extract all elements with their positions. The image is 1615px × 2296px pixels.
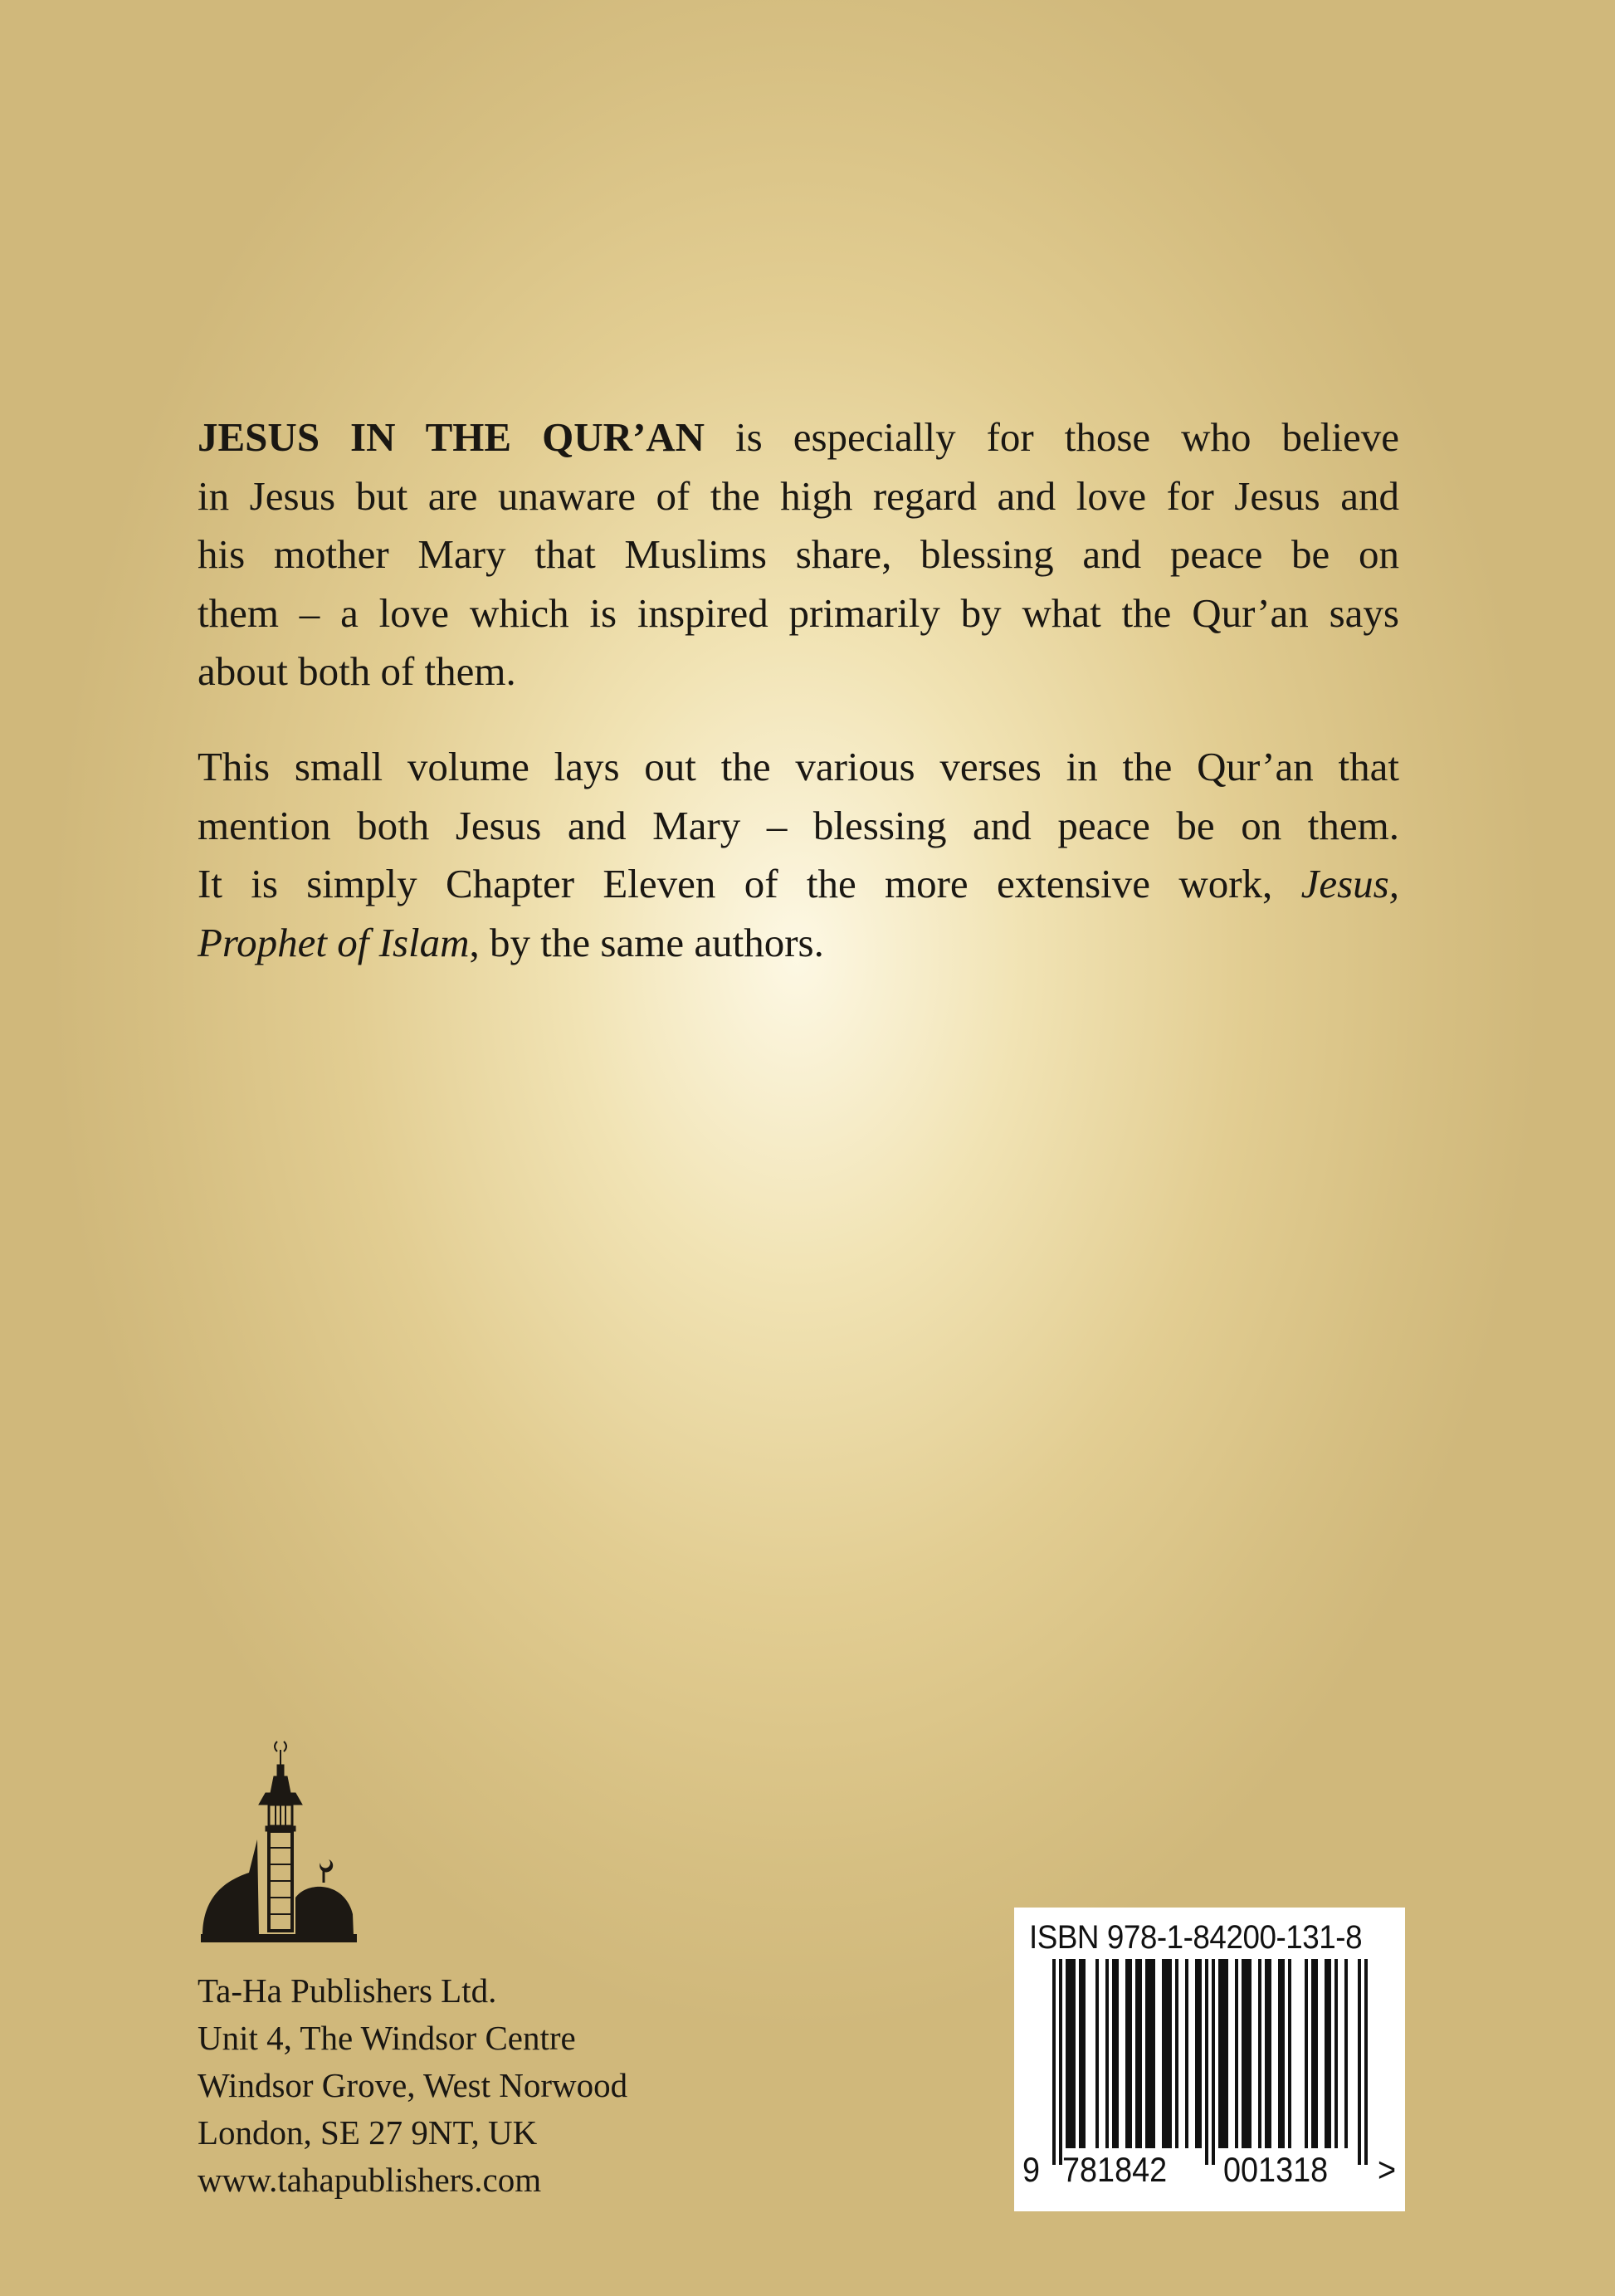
blurb-line: Prophet of Islam, by the same authors.: [198, 919, 824, 965]
barcode-bar: [1315, 1959, 1318, 2148]
barcode-bar: [1212, 1959, 1215, 2165]
barcode-digits-left: 781842: [1062, 2150, 1168, 2189]
barcode-bar: [1265, 1959, 1268, 2148]
barcode-bar: [1205, 1959, 1208, 2165]
barcode-bar: [1245, 1959, 1248, 2148]
barcode-bar: [1281, 1959, 1285, 2148]
barcode-bar: [1364, 1959, 1368, 2165]
blurb-paragraph-2: [198, 738, 1399, 972]
barcode-bar: [1218, 1959, 1222, 2148]
barcode-bar: [1195, 1959, 1198, 2148]
blurb-line: This small volume lays out the various verses in the Qur’an that: [198, 744, 1399, 789]
barcode-bar: [1145, 1959, 1149, 2148]
barcode-quiet-zone-mark: >: [1378, 2150, 1397, 2189]
barcode-digits-right: 001318: [1223, 2150, 1329, 2189]
barcode-bar: [1278, 1959, 1281, 2148]
barcode-digit-first: 9: [1022, 2150, 1041, 2189]
barcode-bar: [1135, 1959, 1139, 2148]
blurb-line: It is simply Chapter Eleven of the more extensive work, Jesus,: [198, 861, 1399, 906]
barcode-bar: [1344, 1959, 1348, 2148]
barcode-bar: [1242, 1959, 1245, 2148]
publisher-name: Ta-Ha Publishers Ltd.: [198, 1971, 497, 2010]
barcode-bar: [1198, 1959, 1202, 2148]
barcode-bar: [1248, 1959, 1252, 2148]
barcode-bar: [1082, 1959, 1086, 2148]
barcode-bar: [1115, 1959, 1119, 2148]
barcode-bars: [1032, 1959, 1389, 2167]
barcode-bar: [1258, 1959, 1261, 2148]
barcode-bar: [1139, 1959, 1142, 2148]
barcode-bar: [1334, 1959, 1338, 2148]
barcode-bar: [1162, 1959, 1165, 2148]
barcode-bar: [1105, 1959, 1109, 2148]
blurb-line: mention both Jesus and Mary – blessing and peace be on them.: [198, 802, 1399, 848]
barcode-bar: [1112, 1959, 1115, 2148]
barcode-bar: [1072, 1959, 1076, 2148]
barcode-bar: [1165, 1959, 1169, 2148]
barcode-bar: [1149, 1959, 1152, 2148]
barcode-bar: [1268, 1959, 1271, 2148]
barcode-bar: [1129, 1959, 1132, 2148]
isbn-label: ISBN 978-1-84200-131-8: [1029, 1919, 1363, 1956]
barcode-bar: [1311, 1959, 1315, 2148]
barcode-bar: [1169, 1959, 1172, 2148]
barcode-bar: [1288, 1959, 1291, 2148]
publisher-logo-icon: [199, 1740, 359, 1949]
blurb-line: his mother Mary that Muslims share, blessing and peace be on: [198, 531, 1399, 577]
barcode-bar: [1052, 1959, 1056, 2165]
book-title: JESUS IN THE QUR’AN: [198, 414, 705, 460]
barcode-bar: [1059, 1959, 1062, 2165]
blurb-paragraph-1: [198, 408, 1399, 701]
blurb-line: about both of them.: [198, 648, 516, 694]
blurb-line: in Jesus but are unaware of the high regard and love for Jesus and: [198, 472, 1399, 519]
address-line: London, SE 27 9NT, UK: [198, 2113, 538, 2152]
publisher-website: www.tahapublishers.com: [198, 2161, 542, 2199]
barcode-bar: [1325, 1959, 1328, 2148]
barcode-bar: [1185, 1959, 1188, 2148]
barcode-bar: [1066, 1959, 1069, 2148]
barcode-bar: [1125, 1959, 1129, 2148]
referenced-work-title: Prophet of Islam: [198, 919, 470, 965]
barcode-bar: [1095, 1959, 1099, 2148]
barcode-bar: [1235, 1959, 1238, 2148]
barcode-bar: [1358, 1959, 1361, 2165]
barcode-bar: [1069, 1959, 1072, 2148]
blurb-line: them – a love which is inspired primarily by what the Qur’an says: [198, 589, 1399, 636]
barcode-bar: [1079, 1959, 1082, 2148]
address-line: Windsor Grove, West Norwood: [198, 2066, 628, 2104]
barcode-bar: [1328, 1959, 1331, 2148]
isbn-barcode: [1014, 1908, 1405, 2211]
barcode-bar: [1305, 1959, 1308, 2148]
address-line: Unit 4, The Windsor Centre: [198, 2019, 576, 2057]
blurb-line: JESUS IN THE QUR’AN is especially for those who believe: [198, 414, 1399, 460]
barcode-bar: [1152, 1959, 1155, 2148]
barcode-bar: [1225, 1959, 1228, 2148]
referenced-work-title: Jesus,: [1300, 861, 1399, 906]
barcode-bar: [1175, 1959, 1178, 2148]
barcode-bar: [1222, 1959, 1225, 2148]
publisher-address: [198, 1967, 627, 2204]
